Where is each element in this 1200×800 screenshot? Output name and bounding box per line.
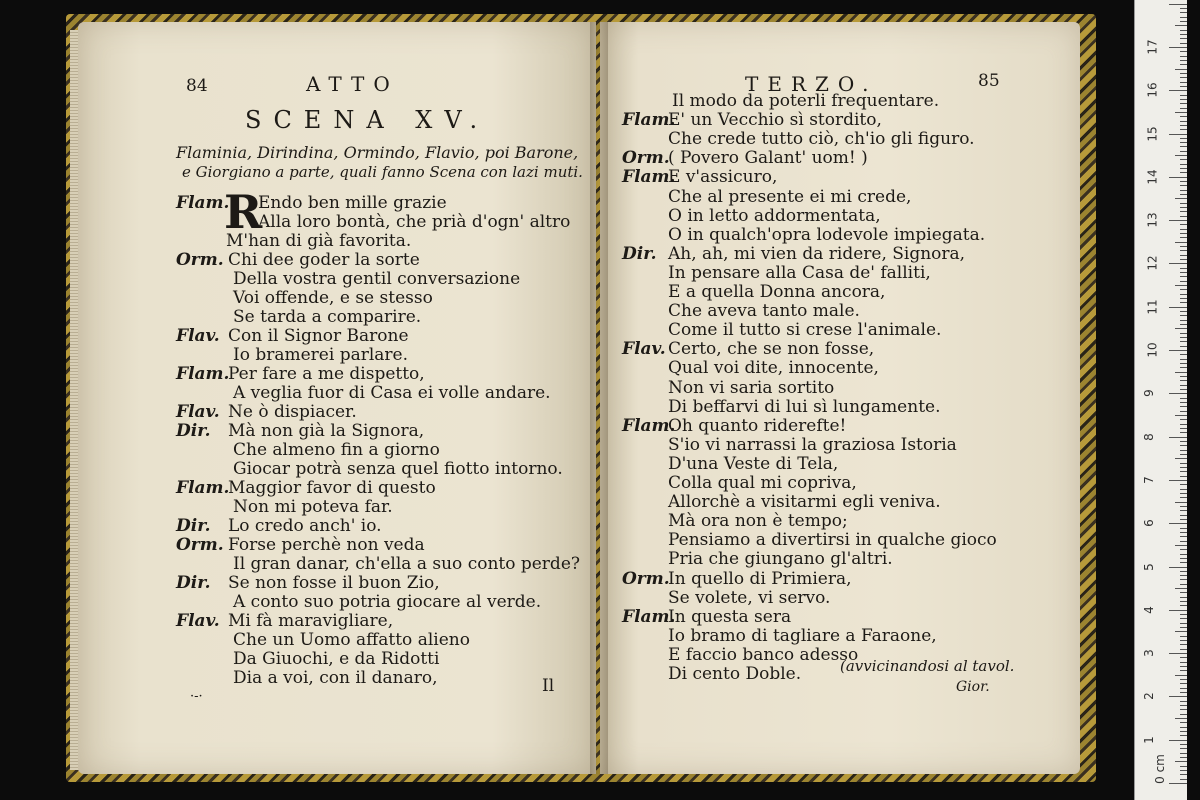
ruler-tick bbox=[1180, 515, 1187, 516]
left-line-13: Che almeno fin a giorno bbox=[233, 440, 440, 460]
ruler-tick bbox=[1175, 155, 1187, 156]
ruler-tick bbox=[1180, 367, 1187, 368]
right-line-30: Di cento Doble. bbox=[668, 664, 802, 684]
ruler-tick bbox=[1180, 554, 1187, 555]
right-speaker-1: Flam. bbox=[622, 110, 676, 131]
ruler-tick bbox=[1180, 605, 1187, 606]
ruler-tick bbox=[1180, 164, 1187, 165]
stage-direction-line-1: Flaminia, Dirindina, Ormindo, Flavio, poi Barone, bbox=[176, 143, 579, 162]
ruler-number: 4 bbox=[1141, 605, 1156, 614]
right-line-3: ( Povero Galant' uom! ) bbox=[668, 148, 868, 169]
right-line-9: In pensare alla Casa de' falliti, bbox=[668, 262, 931, 283]
ruler-tick bbox=[1180, 121, 1187, 122]
ruler-tick bbox=[1180, 579, 1187, 580]
ruler-tick bbox=[1180, 138, 1187, 139]
ruler-tick bbox=[1175, 718, 1187, 719]
ruler-number: 7 bbox=[1141, 476, 1156, 484]
ruler-tick bbox=[1180, 168, 1187, 169]
left-line-9: Per fare a me dispetto, bbox=[228, 364, 425, 384]
ruler-tick bbox=[1180, 714, 1187, 715]
ruler-number: 1 bbox=[1141, 735, 1156, 744]
ruler-tick bbox=[1169, 393, 1187, 394]
right-line-5: Che al presente ei mi crede, bbox=[668, 186, 912, 207]
ruler-tick bbox=[1180, 181, 1187, 182]
ruler-number: 16 bbox=[1145, 82, 1160, 98]
ruler-tick bbox=[1180, 419, 1187, 420]
ruler-tick bbox=[1180, 363, 1187, 364]
ruler-tick bbox=[1169, 740, 1187, 741]
ruler-tick bbox=[1180, 558, 1187, 559]
ruler-tick bbox=[1169, 783, 1187, 784]
right-speaker-8: Dir. bbox=[622, 243, 657, 264]
right-line-27: In questa sera bbox=[668, 606, 792, 627]
ruler-tick bbox=[1180, 519, 1187, 520]
ruler-tick bbox=[1180, 8, 1187, 9]
ruler-number: 2 bbox=[1141, 692, 1156, 701]
ruler-tick bbox=[1180, 82, 1187, 83]
ruler-tick bbox=[1180, 766, 1187, 767]
left-line-25: Dia a voi, con il danaro, bbox=[233, 668, 438, 688]
ruler-tick bbox=[1180, 315, 1187, 316]
ruler-tick bbox=[1180, 259, 1187, 260]
ruler-tick bbox=[1180, 679, 1187, 680]
ruler-tick bbox=[1175, 458, 1187, 459]
ruler-tick bbox=[1180, 476, 1187, 477]
left-line-8: Io bramerei parlare. bbox=[233, 345, 409, 365]
ruler-tick bbox=[1180, 34, 1187, 35]
ruler-tick bbox=[1180, 43, 1187, 44]
ruler-tick bbox=[1180, 146, 1187, 147]
ruler-tick bbox=[1180, 346, 1187, 347]
ruler-tick bbox=[1180, 493, 1187, 494]
left-line-18: Forse perchè non veda bbox=[228, 535, 425, 555]
ruler-tick bbox=[1180, 30, 1187, 31]
ruler-tick bbox=[1175, 545, 1187, 546]
left-line-2: M'han di già favorita. bbox=[226, 231, 412, 251]
left-line-1: Alla loro bontà, che prià d'ogn' altro bbox=[258, 212, 571, 232]
left-speaker-22: Flav. bbox=[176, 611, 220, 631]
ruler-tick bbox=[1180, 471, 1187, 472]
ruler-tick bbox=[1180, 333, 1187, 334]
ruler-tick bbox=[1180, 289, 1187, 290]
left-line-22: Mi fà maravigliare, bbox=[228, 611, 394, 631]
ruler-tick bbox=[1180, 506, 1187, 507]
right-line-21: Allorchè a visitarmi egli veniva. bbox=[668, 492, 941, 513]
ruler-tick bbox=[1180, 649, 1187, 650]
ruler-tick bbox=[1180, 159, 1187, 160]
ruler-tick bbox=[1169, 263, 1187, 264]
right-running-header: TERZO. bbox=[745, 72, 878, 96]
book-gutter bbox=[590, 22, 608, 774]
ruler-tick bbox=[1180, 216, 1187, 217]
ruler-tick bbox=[1169, 307, 1187, 308]
ruler-tick bbox=[1169, 567, 1187, 568]
left-line-12: Mà non già la Signora, bbox=[228, 421, 425, 441]
ruler-number: 13 bbox=[1145, 212, 1160, 228]
ruler-tick bbox=[1175, 588, 1187, 589]
ruler-tick bbox=[1180, 636, 1187, 637]
left-line-16: Non mi poteva far. bbox=[233, 497, 393, 517]
left-line-20: Se non fosse il buon Zio, bbox=[228, 573, 440, 593]
ruler-tick bbox=[1180, 385, 1187, 386]
ruler-tick bbox=[1180, 489, 1187, 490]
right-line-29: E faccio banco adesso bbox=[668, 644, 859, 665]
right-page-number: 85 bbox=[978, 71, 1000, 91]
ruler-tick bbox=[1180, 406, 1187, 407]
ruler-tick bbox=[1175, 112, 1187, 113]
ruler-tick bbox=[1180, 666, 1187, 667]
ruler-number: 17 bbox=[1145, 39, 1160, 55]
ruler-tick bbox=[1169, 177, 1187, 178]
ruler-tick bbox=[1180, 51, 1187, 52]
ruler-tick bbox=[1180, 294, 1187, 295]
ruler-tick bbox=[1180, 774, 1187, 775]
left-page-number: 84 bbox=[186, 76, 208, 96]
ruler-tick bbox=[1180, 532, 1187, 533]
ruler-tick bbox=[1180, 237, 1187, 238]
right-speaker-25: Orm. bbox=[622, 568, 670, 589]
ruler-tick bbox=[1175, 242, 1187, 243]
ruler-tick bbox=[1175, 761, 1187, 762]
ruler-number: 15 bbox=[1145, 125, 1160, 142]
ruler-tick bbox=[1180, 38, 1187, 39]
right-line-4: E v'assicuro, bbox=[668, 167, 778, 188]
ruler-tick bbox=[1180, 402, 1187, 403]
ruler-tick bbox=[1180, 56, 1187, 57]
stage-note: (avvicinandosi al tavol. bbox=[840, 657, 1015, 675]
right-line-12: Come il tutto si crese l'animale. bbox=[668, 320, 942, 341]
ruler-tick bbox=[1180, 627, 1187, 628]
ruler-tick bbox=[1180, 255, 1187, 256]
ruler-tick bbox=[1180, 77, 1187, 78]
left-line-5: Voi offende, e se stesso bbox=[233, 288, 433, 308]
left-catchword: Il bbox=[542, 676, 555, 696]
ruler-tick bbox=[1169, 4, 1187, 5]
ruler-tick bbox=[1175, 675, 1187, 676]
right-speaker-13: Flav. bbox=[622, 339, 666, 360]
ruler-tick bbox=[1180, 484, 1187, 485]
ruler-unit: 0 cm bbox=[1152, 754, 1167, 784]
ruler-tick bbox=[1180, 597, 1187, 598]
ruler-tick bbox=[1169, 610, 1187, 611]
ruler-tick bbox=[1180, 64, 1187, 65]
ruler-tick bbox=[1180, 744, 1187, 745]
ruler-tick bbox=[1180, 411, 1187, 412]
ruler-tick bbox=[1175, 198, 1187, 199]
ruler-tick bbox=[1180, 705, 1187, 706]
right-line-16: Di beffarvi di lui sì lungamente. bbox=[668, 396, 941, 417]
right-line-24: Pria che giungano gl'altri. bbox=[668, 549, 893, 570]
ruler-tick bbox=[1180, 644, 1187, 645]
right-line-17: Oh quanto riderefte! bbox=[668, 415, 847, 436]
ruler-tick bbox=[1180, 562, 1187, 563]
ruler-number: 9 bbox=[1141, 389, 1156, 398]
right-line-10: E a quella Donna ancora, bbox=[668, 282, 886, 302]
stage-direction-line-2: e Giorgiano a parte, quali fanno Scena con lazi muti. bbox=[182, 163, 583, 181]
right-speaker-3: Orm. bbox=[622, 148, 670, 169]
left-line-7: Con il Signor Barone bbox=[228, 326, 409, 346]
ruler-tick bbox=[1180, 618, 1187, 619]
ruler-tick bbox=[1180, 272, 1187, 273]
ruler-tick bbox=[1169, 134, 1187, 135]
ruler-tick bbox=[1180, 380, 1187, 381]
ruler-tick bbox=[1180, 528, 1187, 529]
ruler-tick bbox=[1180, 73, 1187, 74]
ruler-tick bbox=[1175, 328, 1187, 329]
right-speaker-17: Flam. bbox=[622, 415, 676, 436]
ruler-tick bbox=[1169, 480, 1187, 481]
left-line-11: Ne ò dispiacer. bbox=[228, 402, 357, 422]
ruler-tick bbox=[1180, 99, 1187, 100]
right-catchword: Gior. bbox=[956, 679, 990, 695]
ruler-tick bbox=[1175, 285, 1187, 286]
ruler-tick bbox=[1180, 688, 1187, 689]
ruler-tick bbox=[1180, 692, 1187, 693]
ruler-number: 14 bbox=[1145, 169, 1160, 185]
ruler-tick bbox=[1180, 575, 1187, 576]
left-line-17: Lo credo anch' io. bbox=[228, 516, 382, 536]
left-speaker-17: Dir. bbox=[176, 516, 211, 536]
ruler-number: 8 bbox=[1141, 432, 1156, 441]
ruler-tick bbox=[1169, 47, 1187, 48]
ruler-tick bbox=[1180, 549, 1187, 550]
right-line-20: Colla qual mi copriva, bbox=[668, 473, 857, 493]
ruler-tick bbox=[1180, 233, 1187, 234]
ruler-tick bbox=[1180, 592, 1187, 593]
ruler-tick bbox=[1169, 220, 1187, 221]
ruler-tick bbox=[1180, 151, 1187, 152]
ruler-tick bbox=[1180, 125, 1187, 126]
left-line-15: Maggior favor di questo bbox=[228, 478, 436, 498]
ruler-tick bbox=[1180, 324, 1187, 325]
left-dropcap: R bbox=[224, 185, 263, 239]
right-line-19: D'una Veste di Tela, bbox=[668, 453, 839, 474]
ruler-tick bbox=[1180, 376, 1187, 377]
ruler-tick bbox=[1175, 415, 1187, 416]
ruler-tick bbox=[1180, 108, 1187, 109]
ruler-tick bbox=[1180, 185, 1187, 186]
ruler-tick bbox=[1180, 341, 1187, 342]
ruler-tick bbox=[1180, 432, 1187, 433]
right-line-22: Mà ora non è tempo; bbox=[668, 511, 848, 532]
ruler-tick bbox=[1180, 17, 1187, 18]
ruler-tick bbox=[1180, 584, 1187, 585]
ruler-tick bbox=[1180, 701, 1187, 702]
ruler-tick bbox=[1180, 757, 1187, 758]
ruler-tick bbox=[1180, 224, 1187, 225]
ruler-tick bbox=[1180, 60, 1187, 61]
ruler-tick bbox=[1180, 753, 1187, 754]
ruler-tick bbox=[1180, 463, 1187, 464]
left-speaker-0: Flam. bbox=[176, 193, 230, 213]
ruler-tick bbox=[1180, 536, 1187, 537]
ruler-tick bbox=[1180, 601, 1187, 602]
ruler-tick bbox=[1180, 670, 1187, 671]
ruler-tick bbox=[1180, 320, 1187, 321]
ruler-tick bbox=[1169, 696, 1187, 697]
ruler-tick bbox=[1180, 116, 1187, 117]
ruler-tick bbox=[1180, 640, 1187, 641]
ruler-tick bbox=[1180, 709, 1187, 710]
ruler-tick bbox=[1180, 354, 1187, 355]
ruler-tick bbox=[1180, 281, 1187, 282]
ruler-tick bbox=[1169, 90, 1187, 91]
left-line-10: A veglia fuor di Casa ei volle andare. bbox=[233, 383, 551, 403]
ruler-tick bbox=[1180, 722, 1187, 723]
ruler-tick bbox=[1180, 770, 1187, 771]
ruler-tick bbox=[1175, 25, 1187, 26]
left-speaker-7: Flav. bbox=[176, 326, 220, 346]
right-line-1: E' un Vecchio sì stordito, bbox=[668, 110, 882, 131]
ruler-tick bbox=[1180, 86, 1187, 87]
ruler-number: 11 bbox=[1145, 299, 1160, 315]
left-line-6: Se tarda a comparire. bbox=[233, 307, 422, 327]
right-line-15: Non vi saria sortito bbox=[668, 377, 835, 398]
ruler-tick bbox=[1180, 735, 1187, 736]
ruler-tick bbox=[1175, 69, 1187, 70]
ruler-tick bbox=[1180, 497, 1187, 498]
left-line-4: Della vostra gentil conversazione bbox=[233, 269, 521, 289]
right-line-14: Qual voi dite, innocente, bbox=[668, 358, 879, 379]
left-running-header: ATTO bbox=[306, 72, 399, 96]
ruler-number: 5 bbox=[1141, 562, 1156, 571]
ruler-tick bbox=[1180, 614, 1187, 615]
ruler-tick bbox=[1180, 311, 1187, 312]
ruler-tick bbox=[1180, 268, 1187, 269]
right-speaker-4: Flam. bbox=[622, 167, 676, 188]
ruler-tick bbox=[1180, 298, 1187, 299]
ruler-tick bbox=[1180, 95, 1187, 96]
left-speaker-12: Dir. bbox=[176, 421, 211, 441]
ruler-tick bbox=[1169, 350, 1187, 351]
ruler-tick bbox=[1180, 389, 1187, 390]
right-line-8: Ah, ah, mi vien da ridere, Signora, bbox=[668, 243, 966, 264]
ruler-tick bbox=[1180, 142, 1187, 143]
left-speaker-20: Dir. bbox=[176, 573, 211, 593]
ruler-number: 10 bbox=[1145, 342, 1160, 358]
ruler-tick bbox=[1180, 190, 1187, 191]
ruler-tick bbox=[1180, 398, 1187, 399]
left-line-3: Chi dee goder la sorte bbox=[228, 250, 420, 270]
ruler-tick bbox=[1180, 229, 1187, 230]
ruler-tick bbox=[1180, 337, 1187, 338]
ruler-tick bbox=[1169, 437, 1187, 438]
measuring-ruler bbox=[1134, 0, 1187, 800]
ruler-tick bbox=[1175, 631, 1187, 632]
ruler-tick bbox=[1180, 541, 1187, 542]
ruler-tick bbox=[1180, 445, 1187, 446]
ruler-tick bbox=[1180, 467, 1187, 468]
ruler-tick bbox=[1180, 203, 1187, 204]
ruler-tick bbox=[1180, 21, 1187, 22]
left-bottom-mark: ·-· bbox=[190, 689, 203, 704]
ruler-tick bbox=[1180, 211, 1187, 212]
ruler-tick bbox=[1180, 424, 1187, 425]
left-speaker-11: Flav. bbox=[176, 402, 220, 422]
ruler-tick bbox=[1180, 731, 1187, 732]
right-line-26: Se volete, vi servo. bbox=[668, 587, 831, 608]
ruler-tick bbox=[1180, 779, 1187, 780]
ruler-tick bbox=[1180, 571, 1187, 572]
ruler-tick bbox=[1180, 103, 1187, 104]
right-speaker-27: Flam. bbox=[622, 606, 676, 627]
right-line-18: S'io vi narrassi la graziosa Istoria bbox=[668, 434, 957, 455]
ruler-tick bbox=[1180, 428, 1187, 429]
ruler-number: 12 bbox=[1145, 255, 1160, 272]
ruler-tick bbox=[1180, 276, 1187, 277]
ruler-tick bbox=[1180, 359, 1187, 360]
left-speaker-9: Flam. bbox=[176, 364, 230, 384]
left-speaker-3: Orm. bbox=[176, 250, 224, 270]
ruler-tick bbox=[1180, 450, 1187, 451]
ruler-tick bbox=[1180, 441, 1187, 442]
left-line-24: Da Giuochi, e da Ridotti bbox=[233, 649, 440, 669]
ruler-tick bbox=[1180, 129, 1187, 130]
left-line-21: A conto suo potria giocare al verde. bbox=[233, 592, 542, 612]
ruler-tick bbox=[1180, 727, 1187, 728]
left-line-0: Endo ben mille grazie bbox=[258, 193, 447, 213]
ruler-tick bbox=[1169, 523, 1187, 524]
right-line-28: Io bramo di tagliare a Faraone, bbox=[668, 625, 937, 646]
ruler-tick bbox=[1180, 623, 1187, 624]
left-line-23: Che un Uomo affatto alieno bbox=[233, 630, 470, 650]
right-line-25: In quello di Primiera, bbox=[668, 568, 852, 589]
right-line-23: Pensiamo a divertirsi in qualche gioco bbox=[668, 530, 997, 551]
right-line-13: Certo, che se non fosse, bbox=[668, 339, 875, 360]
left-speaker-15: Flam. bbox=[176, 478, 230, 498]
right-line-0: Il modo da poterli frequentare. bbox=[672, 91, 940, 111]
left-speaker-18: Orm. bbox=[176, 535, 224, 555]
ruler-tick bbox=[1180, 12, 1187, 13]
ruler-tick bbox=[1180, 683, 1187, 684]
left-line-14: Giocar potrà senza quel fiotto intorno. bbox=[233, 459, 563, 479]
scene-title: SCENA XV. bbox=[245, 106, 490, 134]
ruler-tick bbox=[1180, 207, 1187, 208]
right-line-11: Che aveva tanto male. bbox=[668, 301, 860, 322]
ruler-tick bbox=[1180, 302, 1187, 303]
ruler-tick bbox=[1180, 246, 1187, 247]
right-line-7: O in qualch'opra lodevole impiegata. bbox=[668, 224, 986, 245]
ruler-tick bbox=[1175, 372, 1187, 373]
right-line-6: O in letto addormentata, bbox=[668, 205, 881, 226]
ruler-number: 3 bbox=[1141, 649, 1156, 657]
ruler-tick bbox=[1180, 172, 1187, 173]
ruler-tick bbox=[1180, 250, 1187, 251]
ruler-number: 6 bbox=[1141, 519, 1156, 528]
ruler-tick bbox=[1180, 662, 1187, 663]
ruler-tick bbox=[1180, 510, 1187, 511]
ruler-tick bbox=[1180, 657, 1187, 658]
ruler-tick bbox=[1180, 748, 1187, 749]
ruler-tick bbox=[1180, 194, 1187, 195]
ruler-tick bbox=[1175, 502, 1187, 503]
ruler-tick bbox=[1169, 653, 1187, 654]
left-line-19: Il gran danar, ch'ella a suo conto perde? bbox=[233, 554, 580, 574]
right-line-2: Che crede tutto ciò, ch'io gli figuro. bbox=[668, 129, 975, 150]
ruler-tick bbox=[1180, 454, 1187, 455]
